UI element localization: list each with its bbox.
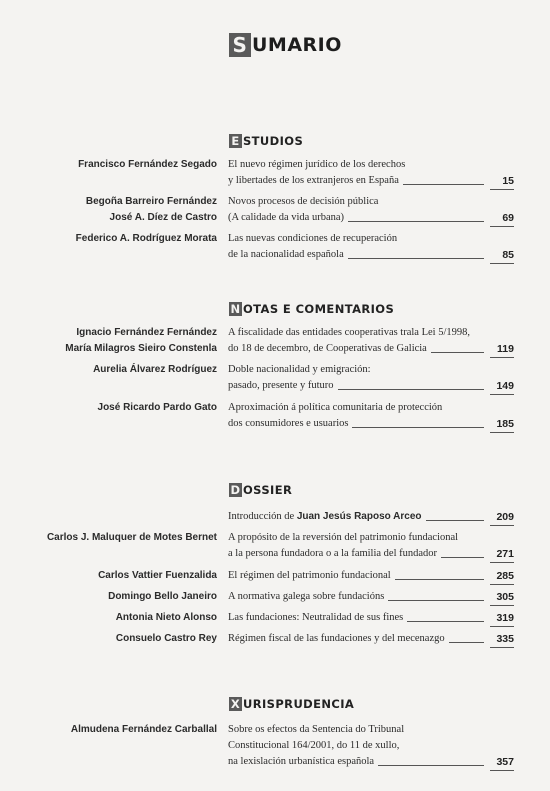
title-line: Régimen fiscal de las fundaciones y del mecenazgo: [228, 633, 445, 644]
title-line: (A calidade da vida urbana): [228, 212, 345, 223]
page-number: 335: [490, 631, 514, 648]
dot-leader: [395, 579, 484, 580]
introducer-name: Juan Jesús Raposo Arceo: [296, 511, 422, 522]
section-initial: N: [230, 302, 241, 316]
page-title: [229, 33, 342, 57]
dot-leader: [352, 427, 484, 428]
page-number: 119: [490, 341, 514, 358]
entry-title: [228, 631, 488, 647]
page-number: 209: [490, 509, 514, 526]
dot-leader: [348, 221, 484, 222]
title-line: A normativa galega sobre fundacións: [228, 591, 385, 602]
page-number: 85: [490, 247, 514, 264]
section-label: STUDIOS: [243, 134, 304, 148]
entry-authors: [98, 568, 217, 584]
entry-title: [228, 231, 488, 263]
page-number: 357: [490, 754, 514, 771]
title-line-last: [228, 754, 488, 770]
entry-authors: [108, 589, 217, 605]
author-name: Almudena Fernández Carballal: [70, 724, 217, 735]
title-line: Sobre os efectos da Sentencia do Tribunal: [228, 724, 405, 735]
title-line: y libertades de los extranjeros en España: [228, 175, 399, 186]
entry-title: [228, 722, 488, 770]
title-line-last: [228, 416, 488, 432]
author-name: Consuelo Castro Rey: [115, 633, 217, 644]
entry-title: [228, 194, 488, 226]
title-line-last: [228, 509, 488, 525]
title-line: pasado, presente y futuro: [228, 380, 334, 391]
section-heading-notas-e-comentarios: [229, 302, 394, 316]
section-heading-dossier: [229, 483, 292, 497]
page-number: 15: [490, 173, 514, 190]
author-name: Carlos Vattier Fuenzalida: [98, 570, 217, 581]
dot-leader: [426, 520, 485, 521]
author-name: José A. Díez de Castro: [109, 212, 217, 223]
title-line-last: [228, 378, 488, 394]
title-line: na lexislación urbanística española: [228, 756, 375, 767]
dot-leader: [449, 642, 484, 643]
entry-authors: [76, 231, 217, 247]
entry-title: [228, 530, 488, 562]
entry-title: [228, 568, 488, 584]
author-name: Federico A. Rodríguez Morata: [75, 233, 217, 244]
title-line: de la nacionalidad española: [228, 249, 344, 260]
entry-title: [228, 362, 488, 394]
section-heading-estudios: [229, 134, 303, 148]
entry-authors: [71, 722, 217, 738]
page-number: 285: [490, 568, 514, 585]
entry-authors: [86, 194, 217, 226]
title-line: Novos procesos de decisión pública: [228, 196, 379, 207]
section-label: URISPRUDENCIA: [243, 697, 355, 711]
title-line: A propósito de la reversión del patrimonio fundacional: [228, 532, 459, 543]
author-name: Francisco Fernández Segado: [78, 159, 217, 170]
title-line: Las fundaciones: Neutralidad de sus fines: [228, 612, 404, 623]
title-line-last: [228, 173, 488, 189]
entry-authors: [116, 631, 217, 647]
page-number: 69: [490, 210, 514, 227]
author-name: Domingo Bello Janeiro: [108, 591, 217, 602]
author-name: José Ricardo Pardo Gato: [97, 402, 217, 413]
title-line: Aproximación á política comunitaria de protección: [228, 402, 443, 413]
author-name: María Milagros Sieiro Constenla: [65, 343, 217, 354]
section-label: OSSIER: [243, 483, 293, 497]
title-line: a la persona fundadora o a la familia del fundador: [228, 548, 438, 559]
entry-title: [228, 589, 488, 605]
section-initial: D: [230, 483, 241, 497]
title-line: El nuevo régimen jurídico de los derechos: [228, 159, 406, 170]
title-line-last: [228, 210, 488, 226]
entry-authors: [93, 362, 217, 378]
dot-leader: [338, 389, 484, 390]
section-label: OTAS E COMENTARIOS: [243, 302, 395, 316]
title-line-last: [228, 610, 488, 626]
page-number: 319: [490, 610, 514, 627]
dot-leader: [388, 600, 484, 601]
title-line-last: [228, 247, 488, 263]
page-number: 149: [490, 378, 514, 395]
author-name: Carlos J. Maluquer de Motes Bernet: [46, 532, 217, 543]
title-line-last: [228, 631, 488, 647]
title-line-last: [228, 589, 488, 605]
dot-leader: [407, 621, 484, 622]
dot-leader: [403, 184, 484, 185]
entry-authors: [98, 400, 217, 416]
title-initial: S: [229, 33, 251, 57]
author-name: Begoña Barreiro Fernández: [85, 196, 217, 207]
title-line-last: [228, 341, 488, 357]
entry-authors: [78, 157, 217, 173]
dot-leader: [431, 352, 484, 353]
dot-leader: [348, 258, 484, 259]
entry-title: [228, 400, 488, 432]
title-rest: UMARIO: [252, 34, 342, 56]
page-number: 185: [490, 416, 514, 433]
entry-title: [228, 157, 488, 189]
author-name: Aurelia Álvarez Rodríguez: [93, 364, 217, 375]
title-line: Constitucional 164/2001, do 11 de xullo,: [228, 740, 400, 751]
entry-authors: [116, 610, 217, 626]
author-name: Ignacio Fernández Fernández: [76, 327, 217, 338]
title-line: Las nuevas condiciones de recuperación: [228, 233, 398, 244]
title-line: do 18 de decembro, de Cooperativas de Galicia: [228, 343, 427, 354]
entry-title: [228, 610, 488, 626]
author-name: Antonia Nieto Alonso: [115, 612, 217, 623]
title-line-last: [228, 568, 488, 584]
title-line: Introducción de Juan Jesús Raposo Arceo: [228, 511, 422, 522]
page-number: 271: [490, 546, 514, 563]
title-line: Doble nacionalidad y emigración:: [228, 364, 371, 375]
page-number: 305: [490, 589, 514, 606]
title-line: El régimen del patrimonio fundacional: [228, 570, 391, 581]
title-line: A fiscalidade das entidades cooperativas trala Lei 5/1998,: [228, 327, 470, 338]
dot-leader: [441, 557, 484, 558]
section-heading-xurisprudencia: [229, 697, 354, 711]
entry-authors: [47, 530, 217, 546]
section-initial: E: [229, 134, 242, 148]
dot-leader: [378, 765, 484, 766]
entry-authors: [65, 325, 217, 357]
entry-title: [228, 509, 488, 525]
title-line-last: [228, 546, 488, 562]
section-initial: X: [230, 697, 241, 711]
entry-title: [228, 325, 488, 357]
title-line: dos consumidores e usuarios: [228, 418, 349, 429]
